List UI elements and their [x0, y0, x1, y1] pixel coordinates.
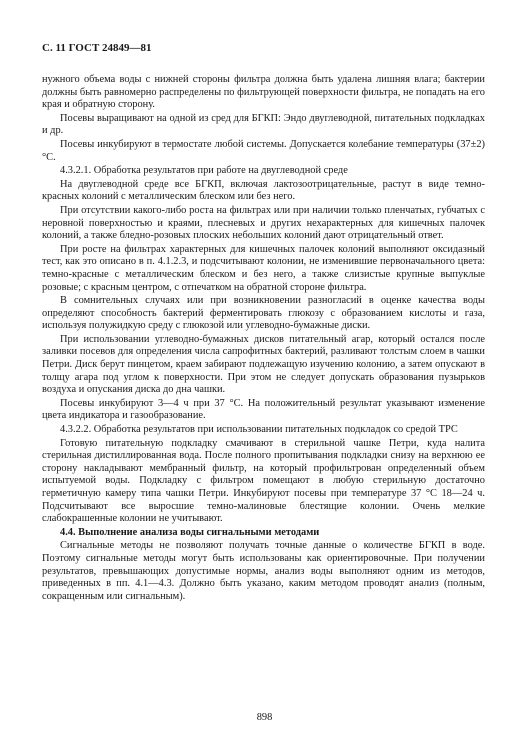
paragraph: Сигнальные методы не позволяют получать точные данные о количестве БГКП в воде. Поэтому сигнальные методы могут быть использованы как ориентировочные. При получении результатов, превышающих допустимые нормы, анализ воды выполняют одним из методов, приведенных в пп. 4.1—4.3. Должно быть указано, каким методом проводят анализ (полным, сокращенным или сигнальным). [42, 540, 485, 602]
paragraph: Посевы выращивают на одной из сред для БГКП: Эндо двуглеводной, питательных подкладках и др. [42, 112, 485, 137]
paragraph: нужного объема воды с нижней стороны фильтра должна быть удалена лишняя влага; бактерии должны быть равномерно распределены по фильтрующей поверхности фильтра, не попадать на его края и обратную сторону. [42, 74, 485, 111]
body-text [42, 74, 485, 603]
paragraph: 4.3.2.1. Обработка результатов при работе на двуглеводной среде [60, 165, 348, 177]
document-page [42, 42, 485, 604]
paragraph: В сомнительных случаях или при возникновении разногласий в оценке качества воды определяют способность бактерий ферментировать глюкозу с образованием кислоты и газа, используя полужидкую среду с глюкозой или углеводно-бумажные диски. [42, 295, 485, 332]
paragraph: Посевы инкубируют 3—4 ч при 37 °С. На положительный результат указывают изменение цвета индикатора и газообразование. [42, 397, 485, 422]
paragraph: Посевы инкубируют в термостате любой системы. Допускается колебание температуры (37±2) °С. [42, 138, 485, 163]
paragraph: При использовании углеводно-бумажных дисков питательный агар, который остался после заливки посевов для определения числа сапрофитных бактерий, разливают толстым слоем в чашки Петри. Диск берут пинцетом, краем забирают подлежащую изучению колонию, а затем опускают в толщу агара под углом к поверхности. При этом не следует допускать образования пузырьков воздуха и опускания диска до дна чашки. [42, 333, 485, 396]
page-number: 898 [256, 712, 273, 723]
paragraph: На двуглеводной среде все БГКП, включая лактозоотрицательные, растут в виде темно-красных колоний с металлическим блеском или без него. [42, 178, 485, 203]
paragraph: 4.3.2.2. Обработка результатов при использовании питательных подкладок со средой ТРС [60, 424, 458, 436]
page-header: С. 11 ГОСТ 24849—81 [42, 42, 152, 54]
paragraph: Готовую питательную подкладку смачивают в стерильной чашке Петри, куда налита стерильная дистиллированная вода. После полного пропитывания подкладки снизу на верхнюю ее сторону накладывают мембранный фильтр, на который профильтрован определенный объем испытуемой воды. Подкладку с фильтром помещают в любую стерильную достаточно герметичную камеру типа чашки Петри. Инкубируют посевы при температуре 37 °С 18—24 ч. Подсчитывают все выросшие темно-малиновые блестящие колонии. Очень мелкие слабокрашенные колонии не учитывают. [42, 437, 485, 525]
paragraph: При росте на фильтрах характерных для кишечных палочек колоний выполняют оксидазный тест, как это описано в п. 4.1.2.3, и подсчитывают колонии, не изменившие первоначального цвета: темно-красные с металлическим блеском и без него, а также слизистые крупные выпуклые розовые; с красным центром, с отпечатком на обратной стороне фильтра. [42, 243, 485, 293]
paragraph: При отсутствии какого-либо роста на фильтрах или при наличии только пленчатых, губчатых с неровной поверхностью и краями, плесневых и других нехарактерных для кишечных палочек колоний, а также бледно-розовых плоских небольших колоний дают отрицательный ответ. [42, 204, 485, 242]
section-heading: 4.4. Выполнение анализа воды сигнальными методами [60, 526, 320, 538]
